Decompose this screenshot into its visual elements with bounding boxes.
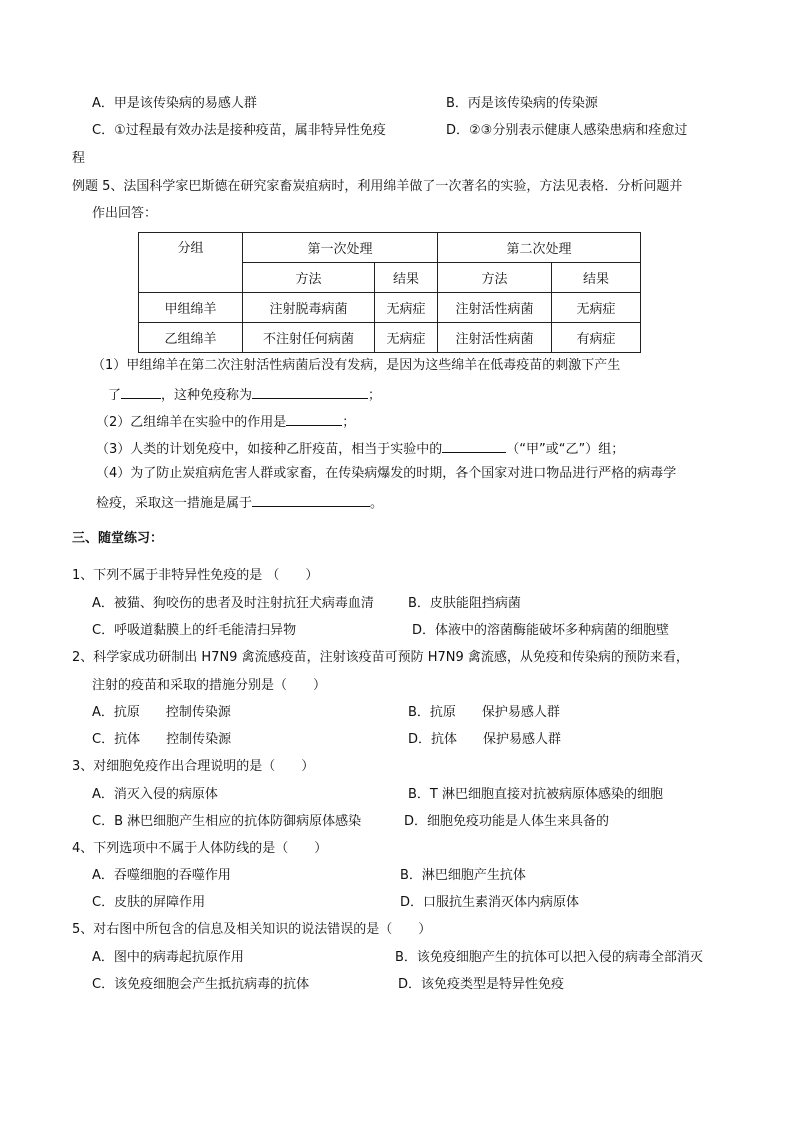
exercise-5-stem: 5、对右图中所包含的信息及相关知识的说法错误的是（ ） [72,922,432,937]
exercise-4-stem: 4、下列选项中不属于人体防线的是（ ） [72,841,328,856]
table-cell-result-1: 无病症 [375,293,438,323]
prev-option-a: A．甲是该传染病的易感人群 [92,96,257,111]
table-subheader-result-2: 结果 [552,263,641,293]
exercise-5-option-a: A．图中的病毒起抗原作用 [92,950,244,965]
table-subheader-method-1: 方法 [243,263,375,293]
prev-option-b: B．丙是该传染病的传染源 [446,96,598,111]
exercise-4-option-a: A．吞噬细胞的吞噬作用 [92,868,231,883]
question-2-line [96,411,355,432]
exercise-2-stem-line1: 2、科学家成功研制出 H7N9 禽流感疫苗，注射该疫苗可预防 H7N9 禽流感，从免疫和传染病的预防来看， [72,650,689,665]
table-cell-method-2: 注射活性病菌 [438,323,552,353]
table-row [139,323,641,353]
exercise-4-option-b: B．淋巴细胞产生抗体 [400,868,526,883]
exercise-5-option-d: D．该免疫类型是特异性免疫 [398,977,565,992]
table-cell-result-2: 无病症 [552,293,641,323]
table-header-group: 分组 [139,233,243,293]
table-cell-method-2: 注射活性病菌 [438,293,552,323]
prev-option-c: C．①过程最有效办法是接种疫苗，属非特异性免疫 [92,123,386,138]
q3-text: （3）人类的计划免疫中，如接种乙肝疫苗，相当于实验中的 [96,442,443,457]
table-cell-group: 乙组绵羊 [139,323,243,353]
question-4-line1: （4）为了防止炭疽病危害人群或家畜，在传染病爆发的时期，各个国家对进口物品进行严格的病毒学 [96,466,677,481]
exercise-5-option-c: C．该免疫细胞会产生抵抗病毒的抗体 [92,977,310,992]
table-cell-method-1: 注射脱毒病菌 [243,293,375,323]
question-1-line1: （1）甲组绵羊在第二次注射活性病菌后没有发病，是因为这些绵羊在低毒疫苗的刺激下产生 [92,358,621,373]
exercise-1-option-d: D．体液中的溶菌酶能破坏多种病菌的细胞壁 [412,623,670,638]
exercise-1-option-c: C．呼吸道黏膜上的纤毛能清扫异物 [92,623,297,638]
q2-text: （2）乙组绵羊在实验中的作用是 [96,415,287,430]
exercise-1-option-b: B．皮肤能阻挡病菌 [408,596,521,611]
table-header-second-treatment: 第二次处理 [438,233,641,263]
table-subheader-method-2: 方法 [438,263,552,293]
exercise-3-option-b: B．T 淋巴细胞直接对抗被病原体感染的细胞 [408,787,663,802]
q1-answer-blank-2[interactable] [252,384,368,399]
exercise-4-option-c: C．皮肤的屏障作用 [92,895,206,910]
q1-text-mid: ，这种免疫称为 [161,388,253,403]
prev-option-d-continued: 程 [72,151,86,166]
q4-text: 检疫，采取这一措施是属于 [96,496,253,511]
table-row [139,293,641,323]
table-cell-group: 甲组绵羊 [139,293,243,323]
exercise-3-option-a: A．消灭入侵的病原体 [92,787,218,802]
q2-answer-blank[interactable] [286,411,342,426]
exercise-3-stem: 3、对细胞免疫作出合理说明的是（ ） [72,759,315,774]
exercise-2-stem-line2: 注射的疫苗和采取的措施分别是（ ） [92,678,327,693]
q1-text-end: ； [368,388,382,403]
q3-text-end: （“甲”或“乙”）组； [506,442,625,457]
question-1-line2 [108,384,381,405]
exercise-3-option-d: D．细胞免疫功能是人体生来具备的 [404,814,610,829]
exercise-2-option-a: A．抗原 控制传染源 [92,705,231,720]
question-3-line [96,438,624,459]
table-cell-result-1: 无病症 [375,323,438,353]
section-title: 三、随堂练习： [72,531,164,546]
q1-text-start: 了 [108,388,122,403]
q3-answer-blank[interactable] [442,438,506,453]
exercise-5-option-b: B．该免疫细胞产生的抗体可以把入侵的病毒全部消灭 [395,950,703,965]
exercise-3-option-c: C．B 淋巴细胞产生相应的抗体防御病原体感染 [92,814,362,829]
exercise-4-option-d: D．口服抗生素消灭体内病原体 [400,895,580,910]
table-cell-method-1: 不注射任何病菌 [243,323,375,353]
q2-text-end: ； [342,415,356,430]
exercise-2-option-c: C．抗体 控制传染源 [92,732,232,747]
prev-option-d: D．②③分别表示健康人感染患病和痊愈过 [446,123,688,138]
example5-intro-line2: 作出回答： [92,206,158,221]
example5-intro-line1: 例题 5、法国科学家巴斯德在研究家畜炭疽病时，利用绵羊做了一次著名的实验，方法见表格．分析问题并 [72,179,683,194]
exercise-2-option-d: D．抗体 保护易感人群 [408,732,562,747]
exercise-1-stem: 1、下列不属于非特异性免疫的是 （ ） [72,568,319,583]
experiment-table [138,232,641,353]
exercise-2-option-b: B．抗原 保护易感人群 [408,705,560,720]
exercise-1-option-a: A．被猫、狗咬伤的患者及时注射抗狂犬病毒血清 [92,596,374,611]
table-cell-result-2: 有病症 [552,323,641,353]
q4-text-end: 。 [370,496,384,511]
q1-answer-blank-1[interactable] [121,384,161,399]
table-subheader-result-1: 结果 [375,263,438,293]
table-header-first-treatment: 第一次处理 [243,233,438,263]
q4-answer-blank[interactable] [252,492,370,507]
question-4-line2 [96,492,383,513]
